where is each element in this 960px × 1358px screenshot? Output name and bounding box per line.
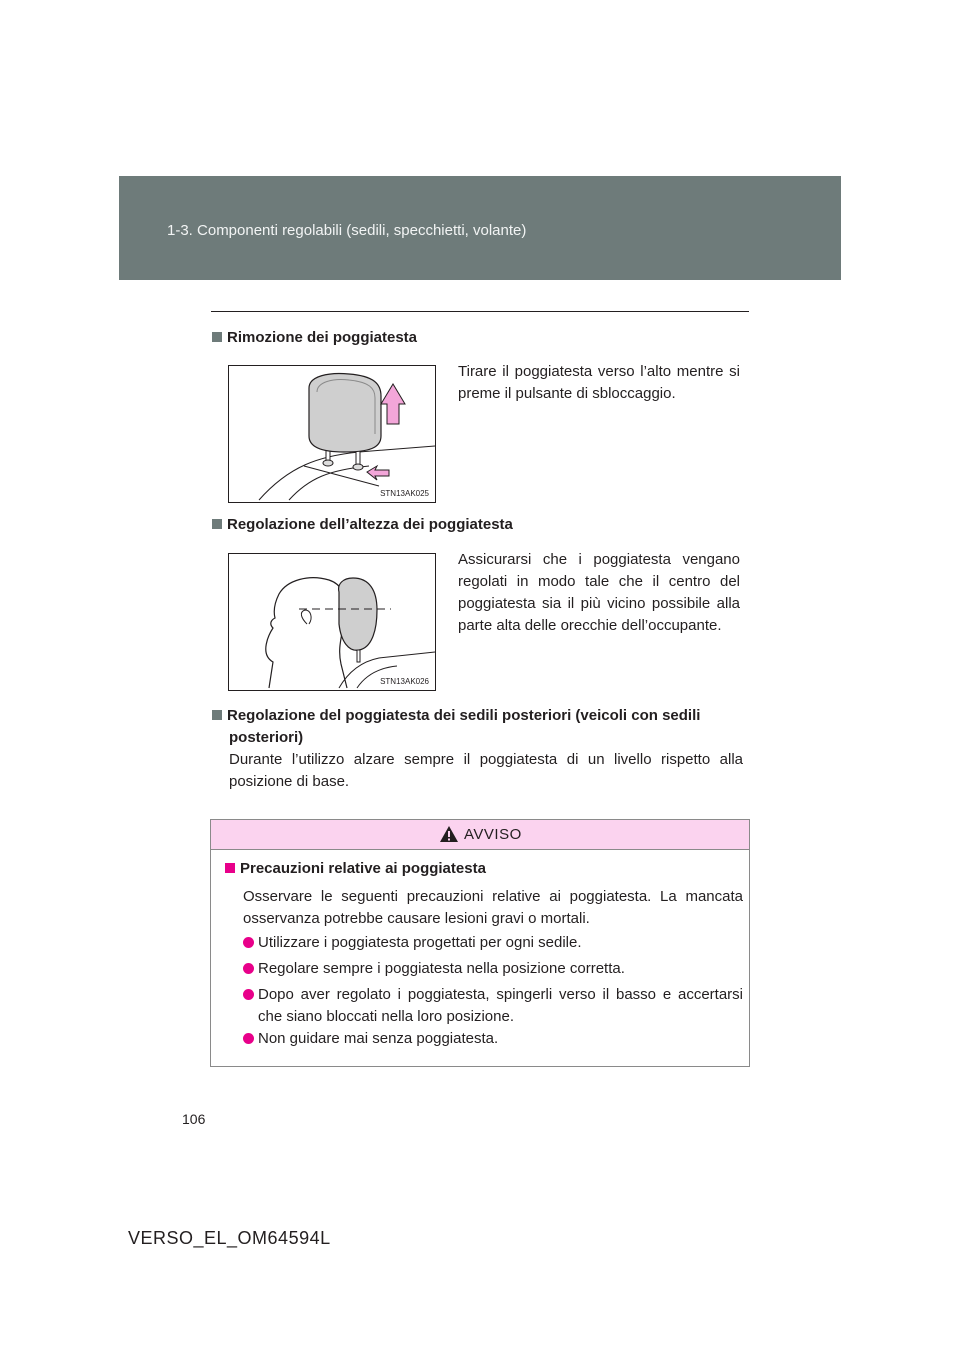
section-title-height: Regolazione dell’altezza dei poggiatesta (212, 514, 513, 536)
headrest-removal-illustration (229, 366, 435, 502)
warning-bullet: Regolare sempre i poggiatesta nella posizione corretta. (243, 958, 743, 980)
square-bullet-icon (212, 519, 222, 529)
warning-header (211, 820, 749, 850)
figure-headrest-height (228, 553, 436, 691)
warning-triangle-icon (439, 825, 459, 843)
figure-code: STN13AK026 (380, 677, 429, 686)
warning-bullet: Utilizzare i poggiatesta progettati per ogni sedile. (243, 932, 743, 954)
warning-box (210, 819, 750, 1067)
square-bullet-icon (225, 863, 235, 873)
page-number: 106 (182, 1111, 206, 1127)
warning-bullet: Dopo aver regolato i poggiatesta, spingerli verso il basso e accertarsi che siano bloccati nella loro posizione. (243, 984, 743, 1028)
figure-headrest-removal (228, 365, 436, 503)
round-bullet-icon (243, 963, 254, 974)
section-title-removal: Rimozione dei poggiatesta (212, 327, 417, 349)
section-text-rear: Durante l’utilizzo alzare sempre il poggiatesta di un livello rispetto alla posizione di base. (229, 751, 743, 790)
section-text-removal: Tirare il poggiatesta verso l’alto mentre si preme il pulsante di sbloccaggio. (458, 363, 740, 402)
warning-label: AVVISO (464, 826, 522, 843)
chapter-header (119, 176, 841, 280)
warning-bullet: Non guidare mai senza poggiatesta. (243, 1028, 743, 1050)
round-bullet-icon (243, 989, 254, 1000)
warning-title: Precauzioni relative ai poggiatesta (225, 860, 486, 877)
square-bullet-icon (212, 332, 222, 342)
round-bullet-icon (243, 1033, 254, 1044)
figure-code: STN13AK025 (380, 489, 429, 498)
warning-intro: Osservare le seguenti precauzioni relative ai poggiatesta. La mancata osservanza potrebbe causare lesioni gravi o mortali. (243, 888, 743, 927)
headrest-height-illustration (229, 554, 435, 690)
section-divider (211, 311, 749, 312)
section-text-height: Assicurarsi che i poggiatesta vengano regolati in modo tale che il centro del poggiatesta sia il più vicino possibile alla parte alta delle orecchie dell’occupante. (458, 551, 740, 634)
chapter-title: 1-3. Componenti regolabili (sedili, specchietti, volante) (167, 222, 527, 239)
square-bullet-icon (212, 710, 222, 720)
round-bullet-icon (243, 937, 254, 948)
document-code: VERSO_EL_OM64594L (128, 1228, 331, 1248)
section-title-rear: Regolazione del poggiatesta dei sedili posteriori (veicoli con sedili posteriori) (212, 705, 743, 749)
